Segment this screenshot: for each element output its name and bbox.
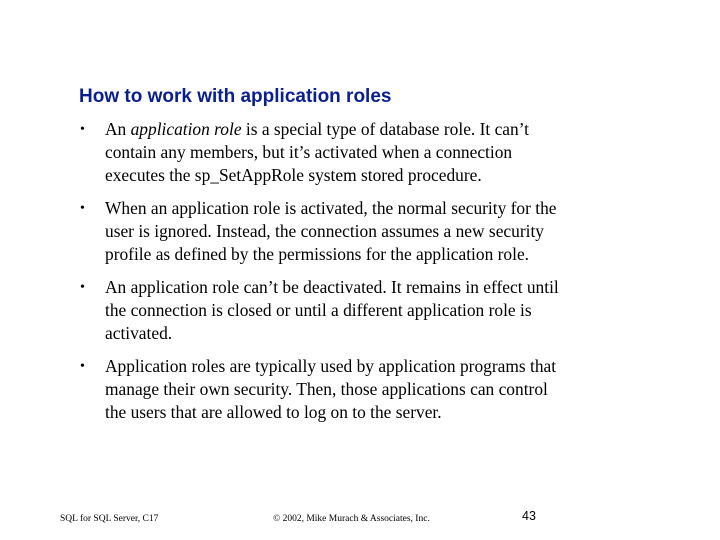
bullet-item: [80, 197, 640, 266]
bullet-line: activated.: [105, 323, 173, 343]
bullet-marker: •: [80, 201, 85, 216]
bullet-line: manage their own security. Then, those applications can control: [105, 379, 548, 399]
bullet-list: [80, 118, 640, 434]
bullet-line: profile as defined by the permissions for the application role.: [105, 244, 530, 264]
bullet-item: [80, 355, 640, 424]
bullet-line: When an application role is activated, the normal security for the: [105, 198, 557, 218]
bullet-marker: •: [80, 359, 85, 374]
footer-copyright: © 2002, Mike Murach & Associates, Inc.: [273, 514, 430, 524]
bullet-line: the users that are allowed to log on to the server.: [105, 402, 442, 422]
bullet-marker: •: [80, 280, 85, 295]
bullet-line: An application role is a special type of database role. It can’t: [105, 119, 530, 139]
bullet-line: An application role can’t be deactivated. It remains in effect until: [105, 277, 559, 297]
bullet-line: user is ignored. Instead, the connection assumes a new security: [105, 221, 544, 241]
slide-title: How to work with application roles: [79, 86, 392, 107]
bullet-line: executes the sp_SetAppRole system stored procedure.: [105, 165, 482, 185]
bullet-item: [80, 118, 640, 187]
page-number: 43: [522, 509, 536, 523]
emphasized-term: application role: [130, 119, 242, 139]
footer-course: SQL for SQL Server, C17: [60, 514, 159, 524]
bullet-marker: •: [80, 122, 85, 137]
bullet-line: Application roles are typically used by application programs that: [105, 356, 557, 376]
bullet-line: the connection is closed or until a different application role is: [105, 300, 532, 320]
bullet-item: [80, 276, 640, 345]
bullet-line: contain any members, but it’s activated when a connection: [105, 142, 513, 162]
